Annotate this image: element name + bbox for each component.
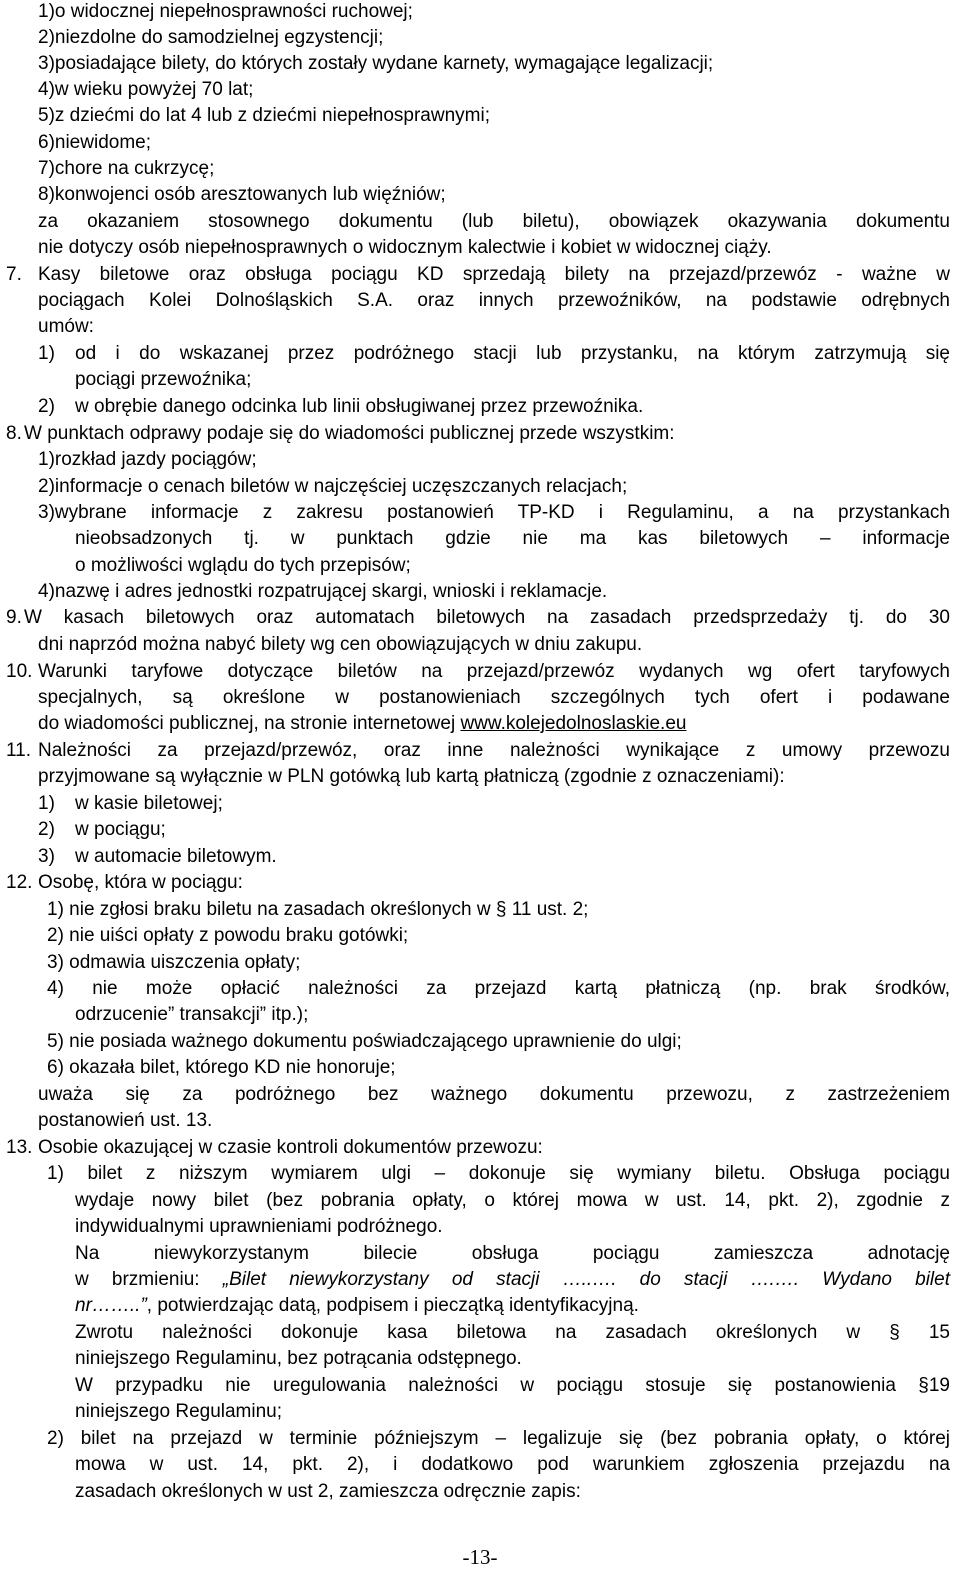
paragraph-text: , potwierdzając datą, podpisem i pieczątką identyfikacyjną. bbox=[146, 1295, 639, 1316]
paragraph-line: Kasy biletowe oraz obsługa pociągu KD sprzedają bilety na przejazd/przewóz - ważne w bbox=[38, 264, 950, 285]
list-item: 2) bilet na przejazd w terminie późniejszym – legalizuje się (bez pobrania opłaty, o której bbox=[47, 1428, 950, 1449]
list-item: 1)o widocznej niepełnosprawności ruchowej; bbox=[38, 1, 413, 22]
list-item: 2)informacje o cenach biletów w najczęściej uczęszczanych relacjach; bbox=[38, 476, 628, 497]
section-number: 9. bbox=[6, 607, 22, 628]
paragraph-line: Należności za przejazd/przewóz, oraz inne należności wynikające z umowy przewozu bbox=[38, 740, 950, 761]
section-number: 11. bbox=[6, 740, 32, 761]
list-item bbox=[75, 1293, 639, 1319]
list-item: 5)z dziećmi do lat 4 lub z dziećmi niepełnosprawnymi; bbox=[38, 105, 490, 126]
paragraph-line: postanowień ust. 13. bbox=[38, 1110, 213, 1131]
list-item: 1) nie zgłosi braku biletu na zasadach określonych w § 11 ust. 2; bbox=[47, 899, 589, 920]
list-item: W przypadku nie uregulowania należności w pociągu stosuje się postanowienia §19 bbox=[75, 1375, 950, 1396]
paragraph-line: Osobie okazującej w czasie kontroli dokumentów przewozu: bbox=[38, 1137, 543, 1158]
paragraph-line: za okazaniem stosownego dokumentu (lub biletu), obowiązek okazywania dokumentu bbox=[38, 211, 950, 232]
list-number: 1) bbox=[38, 793, 55, 814]
list-item: 1)rozkład jazdy pociągów; bbox=[38, 449, 257, 470]
paragraph-line: W punktach odprawy podaje się do wiadomości publicznej przede wszystkim: bbox=[24, 423, 675, 444]
list-item: 5) nie posiada ważnego dokumentu poświadczającego uprawnienie do ulgi; bbox=[47, 1031, 682, 1052]
list-item: 4)w wieku powyżej 70 lat; bbox=[38, 79, 254, 100]
page-number: -13- bbox=[462, 1545, 498, 1569]
list-item: zasadach określonych w ust 2, zamieszcza odręcznie zapis: bbox=[75, 1481, 581, 1502]
section-number: 12. bbox=[6, 872, 33, 893]
list-item: mowa w ust. 14, pkt. 2), i dodatkowo pod warunkiem zgłoszenia przejazdu na bbox=[75, 1454, 950, 1475]
list-item: niniejszego Regulaminu, bez potrącania odstępnego. bbox=[75, 1348, 522, 1369]
list-item: 2)niezdolne do samodzielnej egzystencji; bbox=[38, 27, 384, 48]
list-item: od i do wskazanej przez podróżnego stacji lub przystanku, na którym zatrzymują się bbox=[75, 343, 950, 364]
paragraph-line: W kasach biletowych oraz automatach biletowych na zasadach przedsprzedaży tj. do 30 bbox=[24, 607, 950, 628]
list-item: wydaje nowy bilet (bez pobrania opłaty, o której mowa w ust. 14, pkt. 2), zgodnie z bbox=[75, 1190, 950, 1211]
paragraph-line: uważa się za podróżnego bez ważnego dokumentu przewozu, z zastrzeżeniem bbox=[38, 1084, 950, 1105]
list-item: niniejszego Regulaminu; bbox=[75, 1401, 283, 1422]
list-item: odrzucenie” transakcji” itp.); bbox=[75, 1004, 309, 1025]
paragraph-text: do wiadomości publicznej, na stronie internetowej bbox=[38, 713, 461, 734]
paragraph-line: umów: bbox=[38, 316, 94, 337]
section-number: 13. bbox=[6, 1137, 33, 1158]
list-item: 3)wybrane informacje z zakresu postanowień TP-KD i Regulaminu, a na przystankach bbox=[38, 502, 950, 523]
list-item: 7)chore na cukrzycę; bbox=[38, 158, 215, 179]
paragraph-line: pociągach Kolei Dolnośląskich S.A. oraz innych przewoźników, na podstawie odrębnych bbox=[38, 290, 950, 311]
list-item: 2) nie uiści opłaty z powodu braku gotówki; bbox=[47, 925, 409, 946]
list-item: w obrębie danego odcinka lub linii obsługiwanej przez przewoźnika. bbox=[75, 396, 644, 417]
section-number: 10. bbox=[6, 661, 33, 682]
list-item: nieobsadzonych tj. w punktach gdzie nie ma kas biletowych – informacje bbox=[75, 528, 950, 549]
list-item: o możliwości wglądu do tych przepisów; bbox=[75, 555, 411, 576]
annotation-text: „Bilet niewykorzystany od stacji …..…. do stacji ….…. Wydano bilet bbox=[222, 1269, 950, 1290]
list-item: 3) odmawia uiszczenia opłaty; bbox=[47, 952, 301, 973]
paragraph-line: Warunki taryfowe dotyczące biletów na przejazd/przewóz wydanych wg ofert taryfowych bbox=[38, 661, 950, 682]
list-item: w pociągu; bbox=[75, 819, 166, 840]
list-item: 6)niewidome; bbox=[38, 132, 151, 153]
list-item: 4)nazwę i adres jednostki rozpatrującej skargi, wnioski i reklamacje. bbox=[38, 581, 608, 602]
section-number: 7. bbox=[6, 264, 22, 285]
list-item: 3)posiadające bilety, do których zostały wydane karnety, wymagające legalizacji; bbox=[38, 53, 714, 74]
list-item: w automacie biletowym. bbox=[75, 846, 277, 867]
list-item: 4) nie może opłacić należności za przejazd kartą płatniczą (np. brak środków, bbox=[47, 978, 950, 999]
list-item: 6) okazała bilet, którego KD nie honoruje; bbox=[47, 1057, 396, 1078]
section-number: 8. bbox=[6, 423, 22, 444]
paragraph-line: dni naprzód można nabyć bilety wg cen obowiązujących w dniu zakupu. bbox=[38, 634, 643, 655]
paragraph-text: w brzmieniu: bbox=[75, 1269, 223, 1290]
list-item: Zwrotu należności dokonuje kasa biletowa na zasadach określonych w § 15 bbox=[75, 1322, 950, 1343]
list-number: 1) bbox=[38, 343, 55, 364]
list-item: Na niewykorzystanym bilecie obsługa pociągu zamieszcza adnotację bbox=[75, 1243, 950, 1264]
list-item: 1) bilet z niższym wymiarem ulgi – dokonuje się wymiany biletu. Obsługa pociągu bbox=[47, 1163, 950, 1184]
list-item: 8)konwojenci osób aresztowanych lub więźniów; bbox=[38, 184, 446, 205]
paragraph-line bbox=[38, 711, 686, 737]
list-item bbox=[75, 1267, 950, 1293]
annotation-text: nr……..” bbox=[75, 1295, 147, 1316]
paragraph-line: specjalnych, są określone w postanowieniach szczególnych tych ofert i podawane bbox=[38, 687, 950, 708]
paragraph-line: nie dotyczy osób niepełnosprawnych o widocznym kalectwie i kobiet w widocznej ciąży. bbox=[38, 237, 772, 258]
list-number: 3) bbox=[38, 846, 55, 867]
list-item: pociągi przewoźnika; bbox=[75, 369, 252, 390]
paragraph-line: Osobę, która w pociągu: bbox=[38, 872, 243, 893]
list-number: 2) bbox=[38, 396, 55, 417]
list-item: indywidualnymi uprawnieniami podróżnego. bbox=[75, 1216, 443, 1237]
list-number: 2) bbox=[38, 819, 55, 840]
list-item: w kasie biletowej; bbox=[75, 793, 223, 814]
paragraph-line: przyjmowane są wyłącznie w PLN gotówką lub kartą płatniczą (zgodnie z oznaczeniami): bbox=[38, 766, 785, 787]
website-link[interactable]: www.kolejedolnoslaskie.eu bbox=[460, 713, 687, 734]
